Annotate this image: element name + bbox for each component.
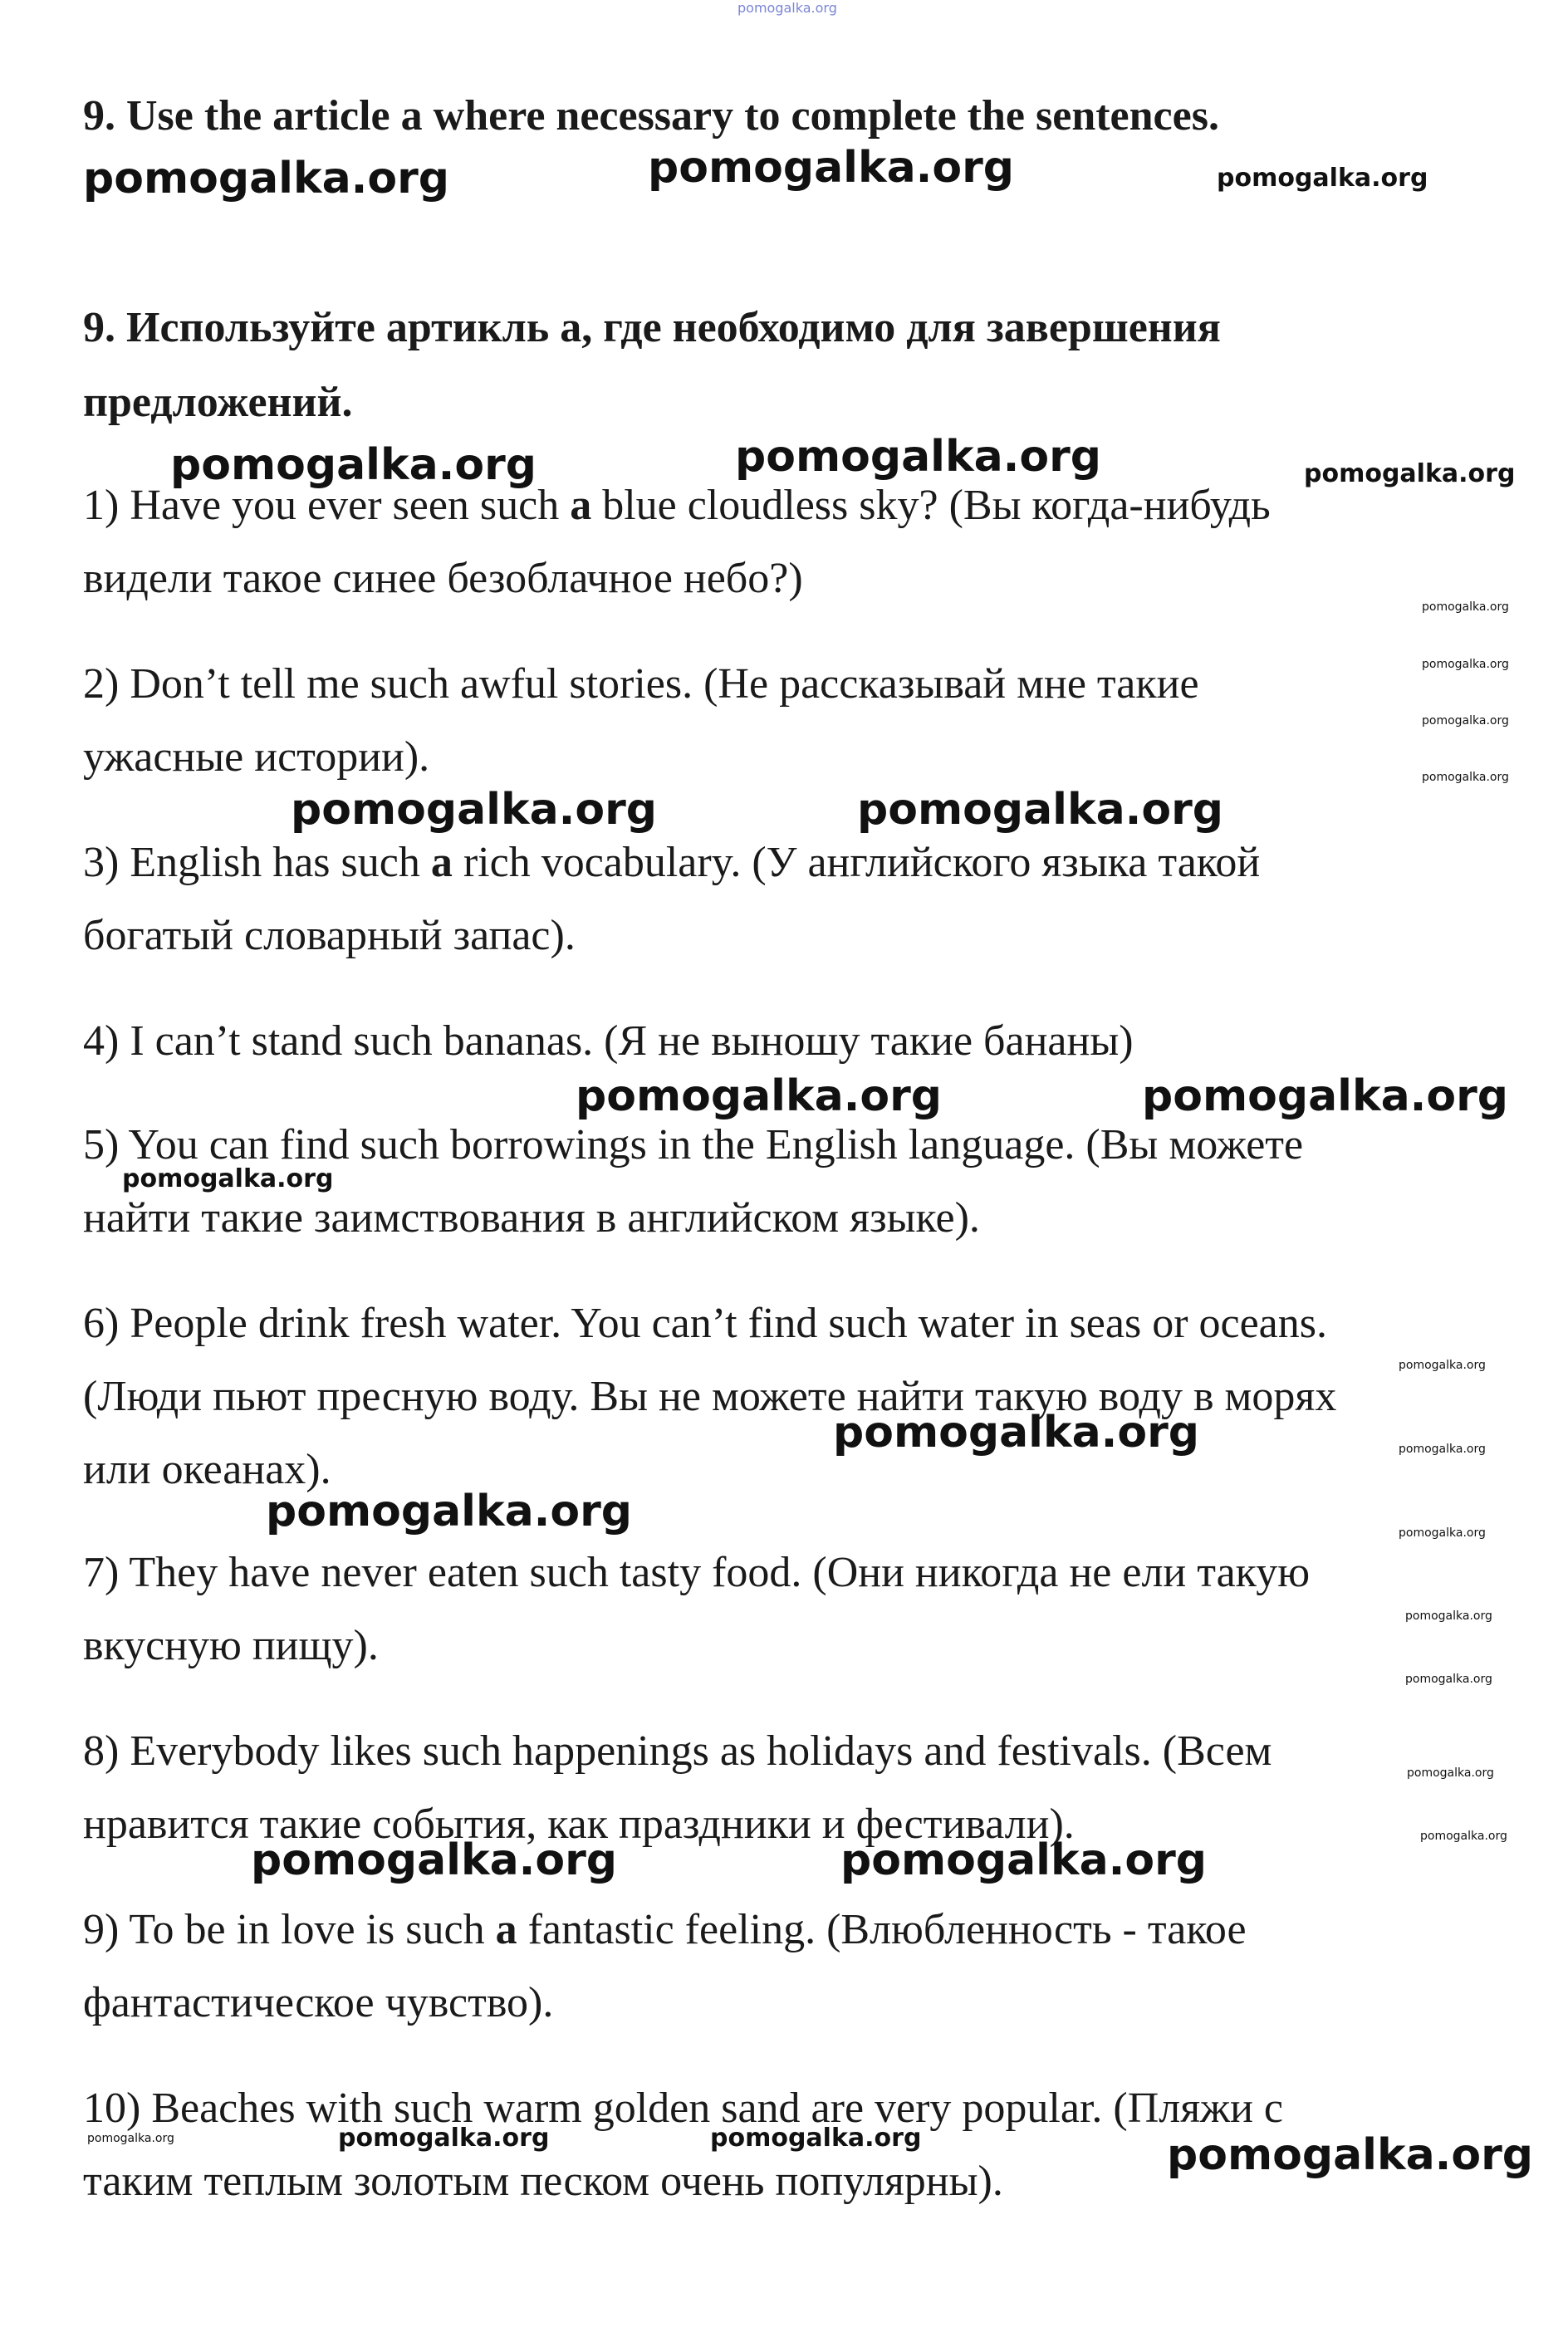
sentence-line: ужасные истории). [83, 733, 430, 781]
sentence-line: 10) Beaches with such warm golden sand are very popular. (Пляжи с [83, 2085, 1283, 2132]
sentence-line: фантастическое чувство). [83, 1979, 554, 2026]
watermark: pomogalka.org [648, 143, 1015, 193]
inserted-article: a [430, 839, 453, 886]
watermark: pomogalka.org [266, 1487, 633, 1536]
sentence-line: 2) Don’t tell me such awful stories. (Не рассказывай мне такие [83, 660, 1199, 708]
watermark: pomogalka.org [857, 785, 1224, 835]
watermark: pomogalka.org [1405, 1609, 1492, 1623]
sentence-item-1 [83, 469, 1512, 615]
watermark: pomogalka.org [1422, 658, 1509, 671]
sentence-item-4 [83, 1005, 1512, 1078]
sentence-line: таким теплым золотым песком очень популярны). [83, 2158, 1003, 2205]
sentence-line: видели такое синее безоблачное небо?) [83, 555, 803, 602]
watermark: pomogalka.org [1167, 2130, 1534, 2180]
sentence-line: 6) People drink fresh water. You can’t find such water in seas or oceans. [83, 1300, 1327, 1347]
sentence-line: богатый словарный запас). [83, 912, 576, 959]
task-title-ru [83, 291, 1495, 440]
watermark: pomogalka.org [1405, 1673, 1492, 1686]
task-title-en: 9. Use the article a where necessary to complete the sentences. [83, 92, 1219, 140]
sentence-line: найти такие заимствования в английском языке). [83, 1194, 980, 1242]
sentence-item-3 [83, 826, 1512, 973]
sentence-item-2 [83, 648, 1512, 794]
sentence-line: нравится такие события, как праздники и фестивали). [83, 1801, 1075, 1848]
sentence-line [83, 826, 1512, 899]
watermark: pomogalka.org [1422, 600, 1509, 614]
watermark: pomogalka.org [840, 1835, 1208, 1885]
watermark: pomogalka.org [1217, 164, 1428, 193]
sentence-line [83, 469, 1512, 542]
sentence-text: 1) Have you ever seen such [83, 482, 571, 529]
sentence-text: fantastic feeling. (Влюбленность - такое [517, 1906, 1247, 1953]
sentence-line: 8) Everybody likes such happenings as holidays and festivals. (Всем [83, 1727, 1272, 1775]
sentence-line: 7) They have never eaten such tasty food. (Они никогда не ели такую [83, 1549, 1311, 1596]
sentence-line: 5) You can find such borrowings in the English language. (Вы можете [83, 1121, 1304, 1168]
task-title-ru-line1: 9. Используйте артикль а, где необходимо для завершения [83, 304, 1221, 351]
sentence-item-9 [83, 1894, 1512, 2040]
watermark: pomogalka.org [170, 440, 537, 490]
watermark: pomogalka.org [1142, 1071, 1509, 1121]
watermark-top: pomogalka.org [737, 0, 837, 16]
inserted-article: a [570, 482, 592, 529]
watermark: pomogalka.org [1422, 771, 1509, 784]
sentence-text: 9) To be in love is such [83, 1906, 496, 1953]
watermark: pomogalka.org [833, 1408, 1200, 1458]
watermark: pomogalka.org [576, 1071, 943, 1121]
watermark: pomogalka.org [122, 1164, 334, 1193]
sentence-line [83, 1894, 1512, 1967]
sentence-item-6 [83, 1287, 1512, 1507]
watermark: pomogalka.org [1304, 459, 1516, 488]
watermark: pomogalka.org [1399, 1526, 1486, 1540]
sentence-text: 3) English has such [83, 839, 431, 886]
watermark: pomogalka.org [1399, 1443, 1486, 1456]
sentence-line: 4) I can’t stand such bananas. (Я не выношу такие бананы) [83, 1017, 1134, 1065]
watermark: pomogalka.org [291, 785, 658, 835]
sentence-item-7 [83, 1536, 1512, 1683]
sentence-text: rich vocabulary. (У английского языка такой [452, 839, 1261, 886]
sentence-line: (Люди пьют пресную воду. Вы не можете найти такую воду в морях [83, 1373, 1337, 1420]
watermark: pomogalka.org [251, 1835, 618, 1885]
watermark: pomogalka.org [87, 2132, 174, 2145]
watermark: pomogalka.org [1399, 1359, 1486, 1372]
watermark: pomogalka.org [338, 2124, 550, 2153]
sentence-text: blue cloudless sky? (Вы когда-нибудь [591, 482, 1271, 529]
inserted-article: a [495, 1906, 517, 1953]
watermark: pomogalka.org [710, 2124, 922, 2153]
sentence-line: или океанах). [83, 1446, 331, 1493]
watermark: pomogalka.org [83, 154, 450, 203]
watermark: pomogalka.org [1407, 1766, 1494, 1780]
watermark: pomogalka.org [1420, 1830, 1507, 1843]
task-title-ru-line2: предложений. [83, 379, 353, 426]
sentence-line: вкусную пищу). [83, 1622, 379, 1669]
watermark: pomogalka.org [1422, 714, 1509, 728]
watermark: pomogalka.org [735, 432, 1102, 482]
